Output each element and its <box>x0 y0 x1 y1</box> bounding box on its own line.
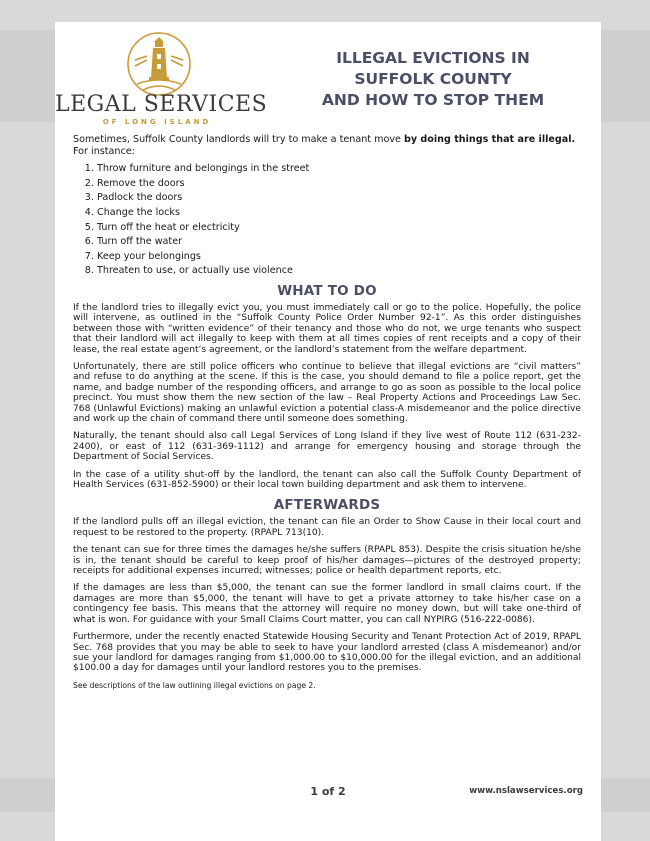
afterwards-paragraph: the tenant can sue for three times the damages he/she suffers (RPAPL 853). Despite the crisis situation he/she is in, the tenant should be careful to keep proof of his/her damages—pictures of the destroyed property; receipts for additional expenses incurred; witnesses; police or health department reports, etc. <box>73 545 581 577</box>
afterwards-paragraph: Furthermore, under the recently enacted Statewide Housing Security and Tenant Protection Act of 2019, RPAPL Sec. 768 provides that you may be able to seek to have your landlord arrested (class A misdemeanor) and/or sue your landlord for damages ranging from $1,000.00 to $10,000.00 for the illegal eviction, and an additional $100.00 a day for damages until your landlord restores you to the premises. <box>73 632 581 674</box>
list-item: 5. Turn off the heat or electricity <box>97 221 581 236</box>
list-item: 3. Padlock the doors <box>97 191 581 206</box>
page-footer <box>55 782 601 804</box>
list-item: 7. Keep your belongings <box>97 250 581 265</box>
page-2-note: See descriptions of the law outlining illegal evictions on page 2. <box>73 680 316 690</box>
title-line-1: ILLEGAL EVICTIONS IN <box>336 49 530 67</box>
title-line-3: AND HOW TO STOP THEM <box>321 91 545 109</box>
page-content <box>73 134 581 691</box>
page-number: 1 of 2 <box>310 785 346 798</box>
intro-paragraph <box>73 134 581 157</box>
list-item: 1. Throw furniture and belongings in the street <box>97 162 581 177</box>
what-to-do-paragraph: Naturally, the tenant should also call Legal Services of Long Island if they live west of Route 112 (631-232-2400), or east of 112 (631-369-1112) and arrange for emergency housing and storage through the Department of Social Services. <box>73 431 581 463</box>
what-to-do-paragraph: If the landlord tries to illegally evict you, you must immediately call or go to the police. Hopefully, the police will intervene, as outlined in the “Suffolk County Police Order Number 92-1”. As this order distinguishes between those with “written evidence” of their tenancy and those who do not, we urge tenants who suspect that their landlord will act illegally to keep with them at all times copies of rent receipts and a copy of their lease, the real estate agent’s agreement, or the landlord’s statement from the welfare department. <box>73 302 581 355</box>
intro-bold: by doing things that are illegal. <box>403 134 576 145</box>
intro-text-1: Sometimes, Suffolk County landlords will try to make a tenant move <box>73 134 404 145</box>
what-to-do-paragraph: Unfortunately, there are still police officers who continue to believe that illegal evictions are “civil matters” and refuse to do anything at the scene. If this is the case, you should demand to file a police report, get the name, and badge number of the responding officers, and arrange to go as soon as possible to the local police precinct. You must show them the new section of the law – Real Property Actions and Proceedings Law Sec. 768 (Unlawful Evictions) making an unlawful eviction a potential class-A misdemeanor and the police directive and work up the chain of command there until someone does something. <box>73 361 581 424</box>
page-title <box>273 48 593 111</box>
logo-wordmark: LEGAL SERVICES <box>55 92 268 117</box>
list-item: 8. Threaten to use, or actually use violence <box>97 264 581 279</box>
website-link[interactable]: www.nslawservices.org <box>469 786 583 796</box>
illegal-actions-list <box>73 162 581 279</box>
intro-text-2: For instance: <box>73 145 135 157</box>
afterwards-paragraph: If the damages are less than $5,000, the tenant can sue the former landlord in small claims court. If the damages are more than $5,000, the tenant will have to get a private attorney to take his/her case on a contingency fee basis. This means that the attorney will require no money down, but will take one-third of what is won. For guidance with your Small Claims Court matter, you can call NYPIRG (516-222-0086). <box>73 583 581 625</box>
logo-tagline: OF LONG ISLAND <box>102 118 212 126</box>
what-to-do-paragraph: In the case of a utility shut-off by the landlord, the tenant can also call the Suffolk County Department of Health Services (631-852-5900) or their local town building department and ask them to intervene. <box>73 469 581 491</box>
lighthouse-icon <box>125 30 193 98</box>
list-item: 4. Change the locks <box>97 206 581 221</box>
section-heading-afterwards: AFTERWARDS <box>273 497 381 514</box>
title-line-2: SUFFOLK COUNTY <box>354 70 512 88</box>
list-item: 6. Turn off the water <box>97 235 581 250</box>
page-header <box>55 22 601 128</box>
section-heading-what-to-do: WHAT TO DO <box>277 282 377 299</box>
list-item: 2. Remove the doors <box>97 177 581 192</box>
afterwards-paragraph: If the landlord pulls off an illegal eviction, the tenant can file an Order to Show Cause in their local court and request to be restored to the property. (RPAPL 713(10). <box>73 517 581 538</box>
document-page <box>55 22 601 841</box>
